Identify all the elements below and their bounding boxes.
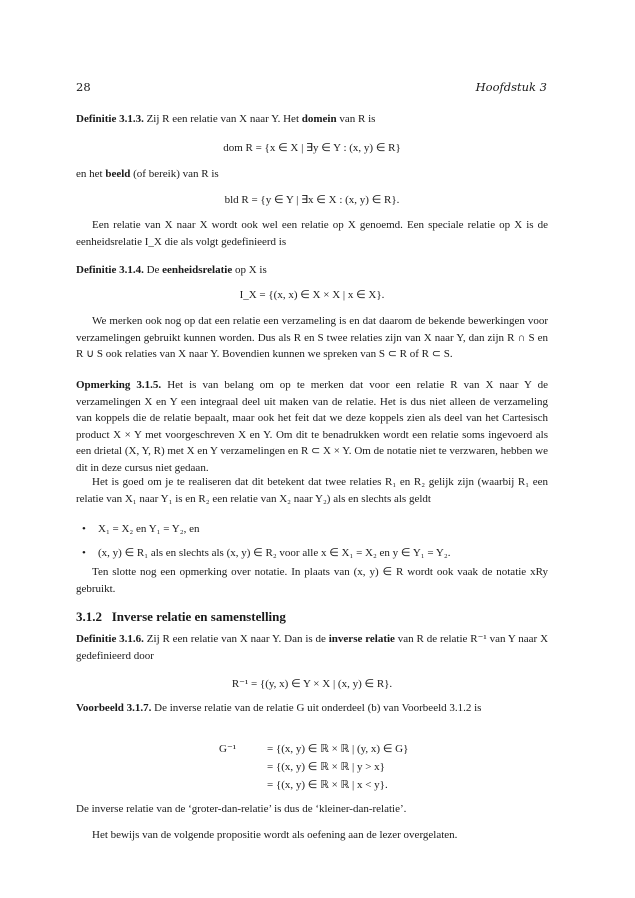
definition-text: en het bbox=[76, 168, 106, 180]
bullet-icon: • bbox=[82, 523, 86, 535]
running-header bbox=[76, 80, 547, 96]
example-label: Voorbeeld 3.1.7. bbox=[76, 702, 152, 714]
remark-label: Opmerking 3.1.5. bbox=[76, 379, 162, 391]
paragraph-bewerkingen: We merken ook nog op dat een relatie een verzameling is en dat daarom de bekende bewerkingen voor verzamelingen gebruikt kunnen worden. Dus als R en S twee relaties zijn van X naar Y, dan zijn R ∩ S en R ∪ S ook relaties van X naar Y. Bovendien kunnen we spreken van S ⊂ R of R ⊂ S. bbox=[76, 315, 548, 360]
equation-rhs: = {(x, y) ∈ ℝ × ℝ | (y, x) ∈ G} bbox=[267, 743, 409, 755]
chapter-title: Hoofdstuk 3 bbox=[475, 80, 547, 94]
equation-rhs: = {(x, y) ∈ ℝ × ℝ | y > x} bbox=[267, 761, 385, 773]
paragraph-notatie: Ten slotte nog een opmerking over notatie. In plaats van (x, y) ∈ R wordt ook vaak de notatie xRy gebruikt. bbox=[76, 566, 548, 595]
equation-lhs: G⁻¹ bbox=[219, 743, 237, 755]
equation-rhs: = {(x, y) ∈ ℝ × ℝ | x < y}. bbox=[267, 779, 388, 791]
list-item bbox=[82, 545, 548, 561]
remark-3-1-5 bbox=[76, 377, 548, 476]
remark-text: Het is van belang om op te merken dat voor een relatie R van X naar Y de verzamelingen X en Y een integraal deel uit maken van de relatie. Het is dus niet alleen de verzameling van koppels die de relatie bepaalt, maar ook het feit dat we deze koppels zien als deel van het Cartesisch product X × Y met voorgeschreven X en Y. Om dit te benadrukken wordt een relatie soms ingevoerd als een drietal (X, Y, R) met X en Y verzamelingen en R ⊂ X × Y. Om de notatie niet te verzwaren, hebben we dit in deze cursus niet gedaan. bbox=[76, 379, 548, 474]
definition-term: beeld bbox=[105, 168, 131, 180]
definition-label: Definitie 3.1.3. bbox=[76, 113, 144, 125]
definition-term: eenheidsrelatie bbox=[162, 264, 233, 276]
list-item-text: X₁ = X₂ en Y₁ = Y₂, en bbox=[98, 523, 200, 535]
aligned-equations bbox=[219, 740, 539, 794]
bullet-icon: • bbox=[82, 547, 86, 559]
definition-term: inverse relatie bbox=[328, 633, 395, 645]
definition-text: Zij R een relatie van X naar Y. Het bbox=[143, 113, 302, 125]
definition-label: Definitie 3.1.6. bbox=[76, 633, 144, 645]
section-title: Inverse relatie en samenstelling bbox=[111, 609, 286, 624]
definition-term: domein bbox=[301, 113, 337, 125]
list-item bbox=[82, 521, 548, 537]
definition-text: De bbox=[143, 264, 163, 276]
equation-domain: dom R = {x ∈ X | ∃y ∈ Y : (x, y) ∈ R} bbox=[223, 142, 401, 154]
paragraph-groter-kleiner: De inverse relatie van de ‘groter-dan-relatie’ is dus de ‘kleiner-dan-relatie’. bbox=[76, 803, 407, 815]
example-text: De inverse relatie van de relatie G uit onderdeel (b) van Voorbeeld 3.1.2 is bbox=[151, 702, 482, 714]
paragraph-relatie-op: Een relatie van X naar X wordt ook wel een relatie op X genoemd. Een speciale relatie op X is de eenheidsrelatie I_X die als volgt gedefinieerd is bbox=[76, 219, 548, 248]
definition-text: (of bereik) van R is bbox=[130, 168, 219, 180]
paragraph-bewijs: Het bewijs van de volgende propositie wordt als oefening aan de lezer overgelaten. bbox=[92, 829, 458, 841]
equation-row bbox=[219, 758, 539, 776]
definition-text: op X is bbox=[232, 264, 267, 276]
example-3-1-7 bbox=[76, 700, 548, 717]
definition-3-1-4 bbox=[76, 262, 548, 279]
equation-image: bld R = {y ∈ Y | ∃x ∈ X : (x, y) ∈ R}. bbox=[224, 194, 400, 206]
equation-row bbox=[219, 776, 539, 794]
equation-identity: I_X = {(x, x) ∈ X × X | x ∈ X}. bbox=[239, 289, 385, 301]
equation-row bbox=[219, 740, 539, 758]
page-number: 28 bbox=[76, 80, 91, 94]
definition-text: van R de relatie R⁻¹ van Y naar X gedefinieerd door bbox=[76, 633, 549, 662]
section-heading bbox=[76, 609, 286, 625]
paragraph-realiseren: Het is goed om je te realiseren dat dit betekent dat twee relaties R₁ en R₂ gelijk zijn (waarbij R₁ een relatie van X₁ naar Y₁ is en R₂ een relatie van X₂ naar Y₂) als en slechts als geldt bbox=[76, 476, 548, 505]
definition-3-1-3 bbox=[76, 111, 548, 128]
equation-inverse: R⁻¹ = {(y, x) ∈ Y × X | (x, y) ∈ R}. bbox=[231, 678, 393, 690]
definition-3-1-6 bbox=[76, 631, 548, 664]
definition-label: Definitie 3.1.4. bbox=[76, 264, 144, 276]
definition-text: van R is bbox=[336, 113, 376, 125]
definition-text: Zij R een relatie van X naar Y. Dan is de bbox=[143, 633, 329, 645]
section-number: 3.1.2 bbox=[76, 609, 102, 624]
list-item-text: (x, y) ∈ R₁ als en slechts als (x, y) ∈ R₂ voor alle x ∈ X₁ = X₂ en y ∈ Y₁ = Y₂. bbox=[98, 547, 451, 559]
definition-text-continued bbox=[76, 166, 548, 183]
